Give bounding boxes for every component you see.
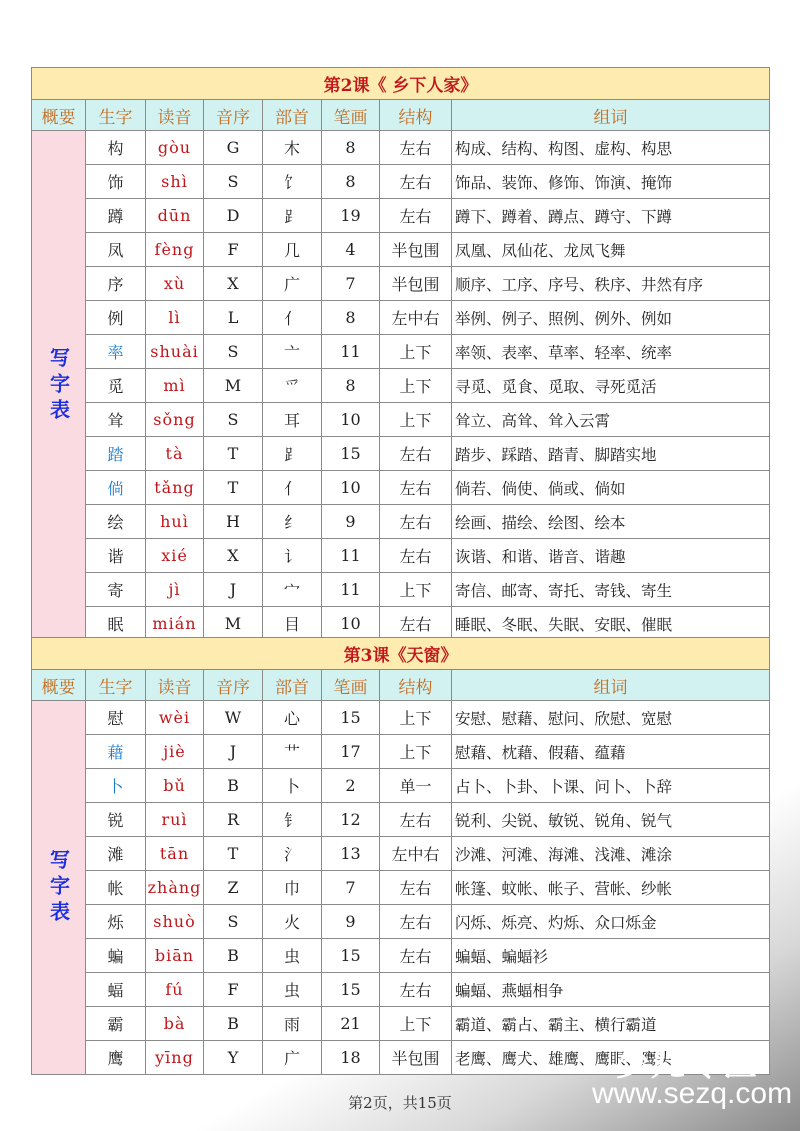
cell-char: 蝙 <box>86 939 146 973</box>
cell-radical: 钅 <box>263 803 322 837</box>
cell-char: 率 <box>86 335 146 369</box>
cell-words: 沙滩、河滩、海滩、浅滩、滩涂 <box>452 837 770 871</box>
cell-char: 觅 <box>86 369 146 403</box>
lesson-title-row <box>32 638 770 670</box>
column-header: 组词 <box>452 100 770 131</box>
cell-letter: G <box>204 131 263 165</box>
cell-letter: B <box>204 769 263 803</box>
cell-char: 鹰 <box>86 1041 146 1075</box>
column-header: 音序 <box>204 670 263 701</box>
cell-structure: 左右 <box>380 471 452 505</box>
cell-pinyin: lì <box>146 301 204 335</box>
cell-pinyin: xù <box>146 267 204 301</box>
cell-letter: L <box>204 301 263 335</box>
cell-structure: 左中右 <box>380 301 452 335</box>
cell-pinyin: sǒng <box>146 403 204 437</box>
cell-words: 锐利、尖锐、敏锐、锐角、锐气 <box>452 803 770 837</box>
cell-letter: T <box>204 471 263 505</box>
cell-letter: D <box>204 199 263 233</box>
cell-radical: 心 <box>263 701 322 735</box>
cell-radical: 火 <box>263 905 322 939</box>
cell-letter: J <box>204 735 263 769</box>
table-row <box>32 973 770 1007</box>
cell-strokes: 21 <box>322 1007 380 1041</box>
cell-words: 慰藉、枕藉、假藉、蕴藉 <box>452 735 770 769</box>
cell-radical: 几 <box>263 233 322 267</box>
cell-pinyin: jì <box>146 573 204 607</box>
cell-structure: 左右 <box>380 437 452 471</box>
table-row <box>32 803 770 837</box>
cell-pinyin: zhàng <box>146 871 204 905</box>
cell-pinyin: jiè <box>146 735 204 769</box>
cell-structure: 左右 <box>380 607 452 641</box>
cell-radical: 卜 <box>263 769 322 803</box>
cell-letter: X <box>204 267 263 301</box>
cell-pinyin: tān <box>146 837 204 871</box>
column-header: 部首 <box>263 670 322 701</box>
cell-strokes: 17 <box>322 735 380 769</box>
cell-letter: S <box>204 403 263 437</box>
cell-char: 踏 <box>86 437 146 471</box>
cell-radical: 纟 <box>263 505 322 539</box>
cell-words: 睡眠、冬眠、失眠、安眠、催眠 <box>452 607 770 641</box>
cell-strokes: 15 <box>322 973 380 1007</box>
cell-letter: F <box>204 233 263 267</box>
cell-structure: 上下 <box>380 369 452 403</box>
cell-char: 烁 <box>86 905 146 939</box>
cell-structure: 左中右 <box>380 837 452 871</box>
cell-strokes: 9 <box>322 905 380 939</box>
cell-words: 帐篷、蚊帐、帐子、营帐、纱帐 <box>452 871 770 905</box>
cell-pinyin: mì <box>146 369 204 403</box>
cell-words: 老鹰、鹰犬、雄鹰、鹰眼、鹰头 <box>452 1041 770 1075</box>
cell-strokes: 8 <box>322 301 380 335</box>
cell-radical: 虫 <box>263 939 322 973</box>
cell-structure: 半包围 <box>380 233 452 267</box>
cell-strokes: 10 <box>322 403 380 437</box>
table-row <box>32 505 770 539</box>
cell-words: 顺序、工序、序号、秩序、井然有序 <box>452 267 770 301</box>
cell-structure: 上下 <box>380 1007 452 1041</box>
cell-radical: 耳 <box>263 403 322 437</box>
header-row <box>32 670 770 701</box>
cell-letter: M <box>204 369 263 403</box>
cell-words: 凤凰、凤仙花、龙凤飞舞 <box>452 233 770 267</box>
cell-radical: 亠 <box>263 335 322 369</box>
column-header: 笔画 <box>322 100 380 131</box>
cell-strokes: 15 <box>322 701 380 735</box>
lesson-2-table <box>31 67 770 641</box>
column-header: 结构 <box>380 100 452 131</box>
cell-words: 寄信、邮寄、寄托、寄钱、寄生 <box>452 573 770 607</box>
cell-pinyin: gòu <box>146 131 204 165</box>
cell-char: 例 <box>86 301 146 335</box>
cell-structure: 半包围 <box>380 1041 452 1075</box>
cell-structure: 上下 <box>380 573 452 607</box>
cell-pinyin: wèi <box>146 701 204 735</box>
table-row <box>32 735 770 769</box>
cell-strokes: 11 <box>322 539 380 573</box>
column-header: 笔画 <box>322 670 380 701</box>
cell-radical: 目 <box>263 607 322 641</box>
table-row <box>32 301 770 335</box>
cell-radical: 广 <box>263 1041 322 1075</box>
table-row <box>32 165 770 199</box>
cell-strokes: 7 <box>322 871 380 905</box>
cell-pinyin: shuài <box>146 335 204 369</box>
cell-radical: 爫 <box>263 369 322 403</box>
page-footer: 第2页，共15页 <box>348 1094 452 1112</box>
cell-radical: 虫 <box>263 973 322 1007</box>
column-header: 生字 <box>86 100 146 131</box>
cell-letter: X <box>204 539 263 573</box>
cell-words: 举例、例子、照例、例外、例如 <box>452 301 770 335</box>
cell-char: 寄 <box>86 573 146 607</box>
column-header: 读音 <box>146 670 204 701</box>
cell-structure: 左右 <box>380 973 452 1007</box>
cell-structure: 上下 <box>380 701 452 735</box>
cell-structure: 左右 <box>380 199 452 233</box>
table-row <box>32 539 770 573</box>
column-header: 概要 <box>32 100 86 131</box>
cell-letter: H <box>204 505 263 539</box>
lesson-title-row <box>32 68 770 100</box>
cell-char: 凤 <box>86 233 146 267</box>
cell-words: 踏步、踩踏、踏青、脚踏实地 <box>452 437 770 471</box>
table-row <box>32 573 770 607</box>
side-label: 写字表 <box>32 131 86 641</box>
cell-letter: Y <box>204 1041 263 1075</box>
cell-pinyin: bà <box>146 1007 204 1041</box>
header-row <box>32 100 770 131</box>
cell-strokes: 9 <box>322 505 380 539</box>
cell-strokes: 4 <box>322 233 380 267</box>
cell-char: 倘 <box>86 471 146 505</box>
cell-pinyin: fú <box>146 973 204 1007</box>
cell-char: 滩 <box>86 837 146 871</box>
column-header: 组词 <box>452 670 770 701</box>
lesson-title: 第3课《天窗》 <box>32 638 770 670</box>
cell-strokes: 8 <box>322 165 380 199</box>
cell-strokes: 2 <box>322 769 380 803</box>
cell-strokes: 15 <box>322 437 380 471</box>
table-row <box>32 267 770 301</box>
cell-pinyin: shuò <box>146 905 204 939</box>
cell-strokes: 7 <box>322 267 380 301</box>
cell-structure: 半包围 <box>380 267 452 301</box>
cell-char: 霸 <box>86 1007 146 1041</box>
cell-strokes: 11 <box>322 573 380 607</box>
cell-structure: 上下 <box>380 335 452 369</box>
lesson-title: 第2课《 乡下人家》 <box>32 68 770 100</box>
cell-char: 藉 <box>86 735 146 769</box>
cell-radical: 巾 <box>263 871 322 905</box>
cell-pinyin: mián <box>146 607 204 641</box>
cell-letter: R <box>204 803 263 837</box>
column-header: 读音 <box>146 100 204 131</box>
cell-structure: 左右 <box>380 505 452 539</box>
cell-structure: 左右 <box>380 871 452 905</box>
table-row <box>32 369 770 403</box>
cell-words: 寻觅、觅食、觅取、寻死觅活 <box>452 369 770 403</box>
column-header: 结构 <box>380 670 452 701</box>
cell-strokes: 8 <box>322 131 380 165</box>
cell-words: 闪烁、烁亮、灼烁、众口烁金 <box>452 905 770 939</box>
cell-words: 耸立、高耸、耸入云霄 <box>452 403 770 437</box>
cell-char: 构 <box>86 131 146 165</box>
cell-strokes: 18 <box>322 1041 380 1075</box>
cell-strokes: 19 <box>322 199 380 233</box>
cell-words: 霸道、霸占、霸主、横行霸道 <box>452 1007 770 1041</box>
cell-strokes: 10 <box>322 471 380 505</box>
cell-words: 率领、表率、草率、轻率、统率 <box>452 335 770 369</box>
cell-letter: S <box>204 335 263 369</box>
cell-structure: 左右 <box>380 539 452 573</box>
lesson-3-table <box>31 637 770 1075</box>
cell-char: 蹲 <box>86 199 146 233</box>
cell-letter: T <box>204 437 263 471</box>
table-row <box>32 701 770 735</box>
cell-letter: T <box>204 837 263 871</box>
cell-pinyin: fèng <box>146 233 204 267</box>
cell-radical: 亻 <box>263 301 322 335</box>
column-header: 部首 <box>263 100 322 131</box>
cell-structure: 左右 <box>380 939 452 973</box>
cell-pinyin: dūn <box>146 199 204 233</box>
cell-char: 序 <box>86 267 146 301</box>
cell-words: 蝙蝠、燕蝠相争 <box>452 973 770 1007</box>
cell-char: 耸 <box>86 403 146 437</box>
cell-pinyin: tǎng <box>146 471 204 505</box>
side-label: 写字表 <box>32 701 86 1075</box>
cell-radical: 讠 <box>263 539 322 573</box>
cell-structure: 上下 <box>380 735 452 769</box>
cell-structure: 左右 <box>380 165 452 199</box>
column-header: 概要 <box>32 670 86 701</box>
cell-letter: Z <box>204 871 263 905</box>
cell-char: 锐 <box>86 803 146 837</box>
cell-structure: 左右 <box>380 131 452 165</box>
cell-words: 占卜、卜卦、卜课、问卜、卜辞 <box>452 769 770 803</box>
watermark-url: www.sezq.com <box>592 1077 793 1110</box>
table-row <box>32 871 770 905</box>
table-row <box>32 837 770 871</box>
cell-radical: 雨 <box>263 1007 322 1041</box>
cell-char: 帐 <box>86 871 146 905</box>
cell-strokes: 12 <box>322 803 380 837</box>
cell-strokes: 10 <box>322 607 380 641</box>
cell-char: 绘 <box>86 505 146 539</box>
cell-char: 谐 <box>86 539 146 573</box>
cell-radical: 艹 <box>263 735 322 769</box>
column-header: 音序 <box>204 100 263 131</box>
cell-words: 饰品、装饰、修饰、饰演、掩饰 <box>452 165 770 199</box>
cell-letter: W <box>204 701 263 735</box>
table-row <box>32 403 770 437</box>
cell-letter: B <box>204 939 263 973</box>
cell-radical: 亻 <box>263 471 322 505</box>
cell-radical: ⻊ <box>263 199 322 233</box>
table-row <box>32 199 770 233</box>
cell-char: 饰 <box>86 165 146 199</box>
cell-words: 蹲下、蹲着、蹲点、蹲守、下蹲 <box>452 199 770 233</box>
cell-radical: 木 <box>263 131 322 165</box>
cell-radical: 饣 <box>263 165 322 199</box>
cell-strokes: 11 <box>322 335 380 369</box>
cell-char: 眠 <box>86 607 146 641</box>
cell-letter: B <box>204 1007 263 1041</box>
cell-letter: S <box>204 905 263 939</box>
cell-char: 卜 <box>86 769 146 803</box>
table-row <box>32 471 770 505</box>
cell-strokes: 13 <box>322 837 380 871</box>
cell-words: 绘画、描绘、绘图、绘本 <box>452 505 770 539</box>
cell-pinyin: shì <box>146 165 204 199</box>
cell-pinyin: tà <box>146 437 204 471</box>
cell-letter: J <box>204 573 263 607</box>
cell-letter: S <box>204 165 263 199</box>
table-row <box>32 905 770 939</box>
cell-structure: 单一 <box>380 769 452 803</box>
cell-strokes: 15 <box>322 939 380 973</box>
cell-radical: 广 <box>263 267 322 301</box>
cell-structure: 上下 <box>380 403 452 437</box>
cell-words: 蝙蝠、蝙蝠衫 <box>452 939 770 973</box>
cell-letter: F <box>204 973 263 1007</box>
cell-pinyin: yīng <box>146 1041 204 1075</box>
table-row <box>32 607 770 641</box>
table-row <box>32 939 770 973</box>
table-row <box>32 769 770 803</box>
cell-radical: ⻊ <box>263 437 322 471</box>
cell-char: 慰 <box>86 701 146 735</box>
cell-pinyin: biān <box>146 939 204 973</box>
cell-words: 安慰、慰藉、慰问、欣慰、宽慰 <box>452 701 770 735</box>
cell-letter: M <box>204 607 263 641</box>
cell-char: 蝠 <box>86 973 146 1007</box>
cell-pinyin: huì <box>146 505 204 539</box>
cell-structure: 左右 <box>380 905 452 939</box>
table-row <box>32 335 770 369</box>
table-row <box>32 437 770 471</box>
cell-strokes: 8 <box>322 369 380 403</box>
cell-structure: 左右 <box>380 803 452 837</box>
table-row <box>32 233 770 267</box>
cell-radical: 氵 <box>263 837 322 871</box>
cell-words: 构成、结构、构图、虚构、构思 <box>452 131 770 165</box>
cell-pinyin: ruì <box>146 803 204 837</box>
column-header: 生字 <box>86 670 146 701</box>
cell-pinyin: bǔ <box>146 769 204 803</box>
cell-words: 倘若、倘使、倘或、倘如 <box>452 471 770 505</box>
watermark-logo: 少儿专区 <box>615 1044 759 1084</box>
cell-words: 诙谐、和谐、谐音、谐趣 <box>452 539 770 573</box>
cell-radical: 宀 <box>263 573 322 607</box>
cell-pinyin: xié <box>146 539 204 573</box>
table-row <box>32 131 770 165</box>
